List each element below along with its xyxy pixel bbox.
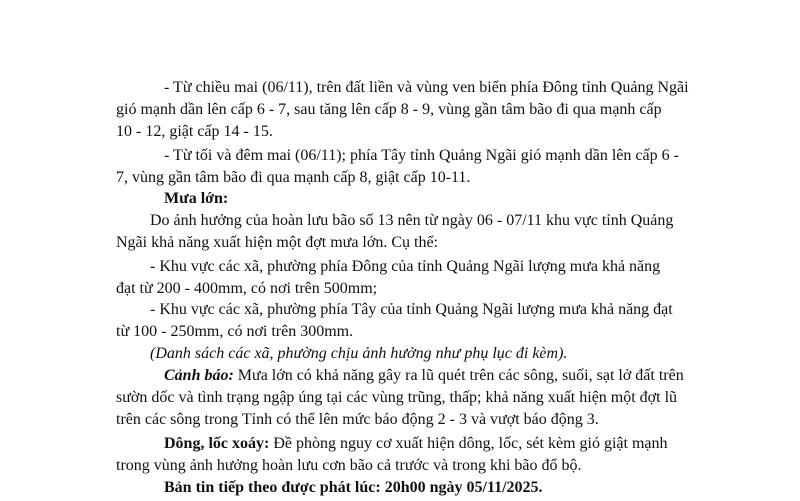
thunderstorm-label: Dông, lốc xoáy: — [164, 435, 270, 452]
rain-appendix-note: (Danh sách các xã, phường chịu ảnh hưởng như phụ lục đi kèm). — [150, 345, 568, 362]
wind-para1-line2: gió mạnh dần lên cấp 6 - 7, sau tăng lên cấp 8 - 9, vùng gần tâm bão đi qua mạnh cấp — [116, 101, 662, 118]
rain-east-line1: - Khu vực các xã, phường phía Đông của tỉnh Quảng Ngãi lượng mưa khả năng — [150, 258, 661, 275]
thunderstorm-line1 — [164, 434, 668, 454]
rain-intro-line1: Do ảnh hưởng của hoàn lưu bão số 13 nên từ ngày 06 - 07/11 khu vực tỉnh Quảng — [150, 212, 674, 229]
warning-line1 — [164, 366, 684, 386]
rain-intro-line2: Ngãi khả năng xuất hiện một đợt mưa lớn. Cụ thể: — [116, 234, 438, 251]
warning-line3: trên các sông trong Tỉnh có thể lên mức báo động 2 - 3 và vượt báo động 3. — [116, 411, 599, 428]
rain-east-line2: đạt từ 200 - 400mm, có nơi trên 500mm; — [116, 280, 378, 297]
warning-line1-text: Mưa lớn có khả năng gây ra lũ quét trên các sông, suối, sạt lở đất trên — [233, 367, 684, 384]
next-bulletin-notice: Bản tin tiếp theo được phát lúc: 20h00 ngày 05/11/2025. — [164, 479, 543, 496]
thunderstorm-line2: trong vùng ảnh hưởng hoàn lưu cơn bão cả trước và trong khi bão đổ bộ. — [116, 457, 582, 474]
wind-para1-line1: - Từ chiều mai (06/11), trên đất liền và vùng ven biển phía Đông tỉnh Quảng Ngãi — [164, 79, 689, 96]
rain-west-line1: - Khu vực các xã, phường phía Tây của tỉnh Quảng Ngãi lượng mưa khả năng đạt — [150, 301, 673, 318]
rain-heading: Mưa lớn: — [164, 190, 229, 207]
warning-line2: sườn dốc và tình trạng ngập úng tại các vùng trũng, thấp; khả năng xuất hiện một đợt lũ — [116, 389, 678, 406]
wind-para1-line3: 10 - 12, giật cấp 14 - 15. — [116, 123, 273, 140]
rain-west-line2: từ 100 - 250mm, có nơi trên 300mm. — [116, 323, 354, 340]
wind-para2-line2: 7, vùng gần tâm bão đi qua mạnh cấp 8, giật cấp 10-11. — [116, 169, 471, 186]
wind-para2-line1: - Từ tối và đêm mai (06/11); phía Tây tỉnh Quảng Ngãi gió mạnh dần lên cấp 6 - — [164, 147, 679, 164]
thunderstorm-line1-text: Đề phòng nguy cơ xuất hiện dông, lốc, sét kèm gió giật mạnh — [269, 435, 668, 452]
warning-label: Cảnh báo: — [164, 367, 234, 384]
